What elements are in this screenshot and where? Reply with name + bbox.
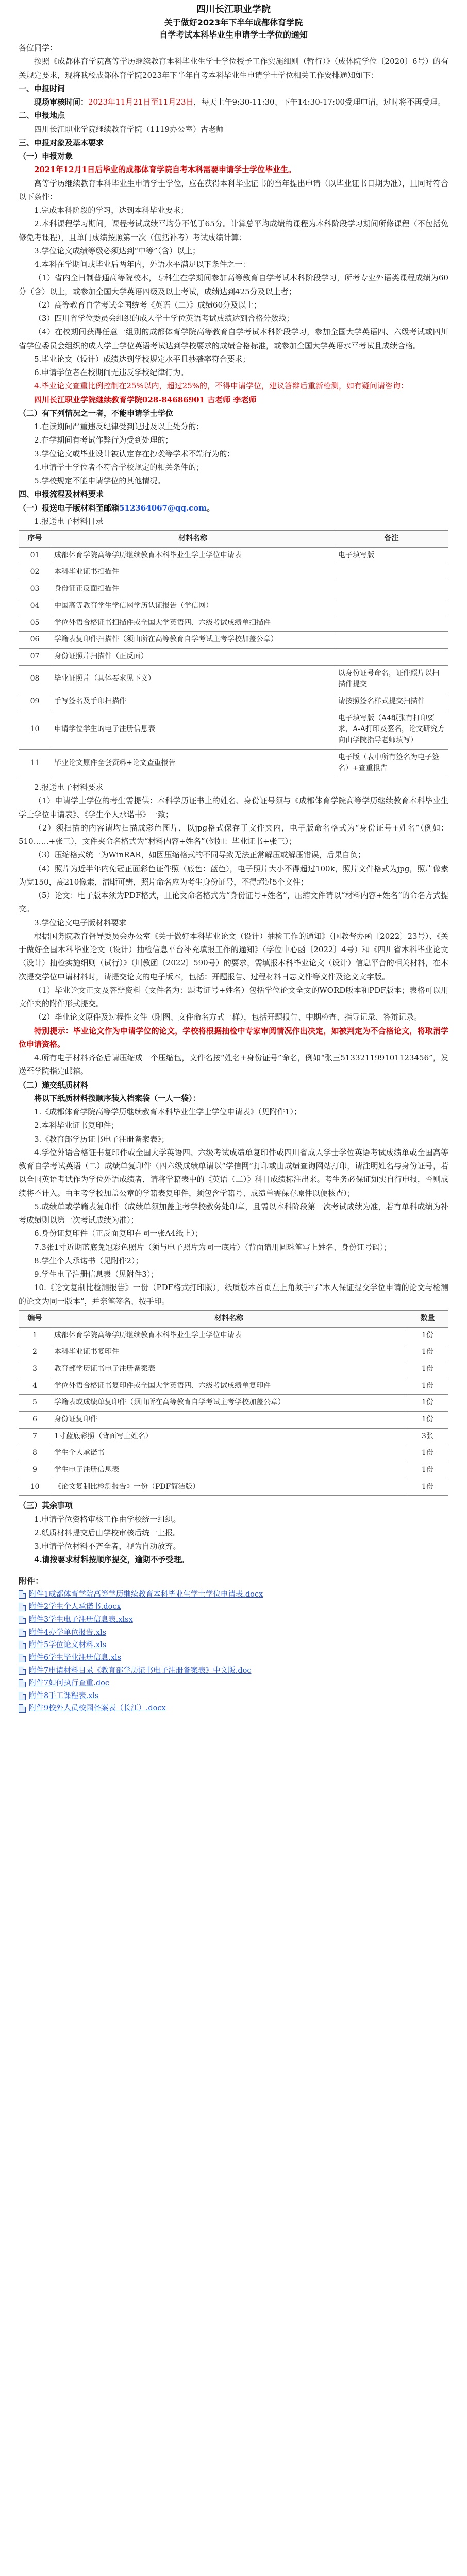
school-name: 四川长江职业学院 bbox=[196, 4, 271, 15]
table-cell-index: 09 bbox=[19, 693, 51, 710]
table-row bbox=[19, 632, 448, 649]
attachment-link[interactable] bbox=[19, 1639, 448, 1652]
attachment-link[interactable] bbox=[19, 1665, 448, 1677]
packaging-instruction: 4.所有电子材料齐备后请压缩成一个压缩包，文件名按“姓名+身份证号”命名，例如“张三513321199101123456”，发送至学院指定邮箱。 bbox=[19, 1053, 448, 1076]
attachment-link[interactable] bbox=[19, 1702, 448, 1715]
table-cell-remark bbox=[335, 598, 448, 615]
section-4-sub3: （三）其余事项 bbox=[19, 1501, 73, 1511]
table-cell-index: 8 bbox=[19, 1445, 51, 1462]
electronic-materials-table bbox=[19, 530, 448, 777]
table-cell-remark bbox=[335, 615, 448, 632]
table-row bbox=[19, 615, 448, 632]
attachment-filename[interactable]: 附件7如何执行查重.doc bbox=[29, 1679, 109, 1688]
table-header-index: 编号 bbox=[19, 1310, 51, 1327]
table-cell-material: 学位外语合格证书复印件或全国大学英语四、六级考试成绩单复印件 bbox=[51, 1378, 407, 1395]
section-1-heading: 一、申报时间 bbox=[19, 83, 65, 93]
ineligible-item: 3.学位论文或毕业设计被认定存在抄袭等学术不端行为的； bbox=[34, 449, 235, 459]
file-icon bbox=[19, 1641, 26, 1649]
table-cell-material: 手写签名及手印扫描件 bbox=[51, 693, 335, 710]
table-row bbox=[19, 1395, 448, 1412]
electronic-requirement: （3）压缩格式统一为WinRAR，如因压缩格式的不同导致无法正常解压或解压错误，后果自负； bbox=[34, 850, 365, 860]
table-cell-quantity: 1份 bbox=[407, 1378, 448, 1395]
paper-material-item: 1.《成都体育学院高等学历继续教育本科毕业生学士学位申请表》（见附件1）； bbox=[34, 1107, 302, 1117]
table1-label: 1.报送电子材料目录 bbox=[34, 516, 104, 526]
ineligible-item: 1.在读期间严重违反纪律受到记过及以上处分的； bbox=[34, 422, 204, 432]
table-row bbox=[19, 710, 448, 749]
paper-materials-table bbox=[19, 1310, 448, 1496]
language-requirement: （1）省内全日制普通高等院校本，专科生在学期间参加高等教育自学考试本科阶段学习，所考专业外语类课程成绩为60分（含）以上，或参加全国大学英语四级及以上考试，成绩达到425分及以上者； bbox=[19, 273, 448, 296]
ineligible-item: 5.学校规定不能申请学位的其他情况。 bbox=[34, 476, 165, 486]
table-cell-quantity: 1份 bbox=[407, 1344, 448, 1361]
language-requirement: （3）四川省学位委员会组织的成人学士学位英语考试成绩达到合格分数线； bbox=[34, 314, 294, 324]
table-cell-index: 07 bbox=[19, 648, 51, 665]
language-requirements bbox=[19, 271, 448, 352]
other-item: 1.申请学位资格审核工作由学校统一组织。 bbox=[34, 1514, 181, 1524]
table-cell-remark: 电子填写版 bbox=[335, 547, 448, 564]
table-header-index: 序号 bbox=[19, 531, 51, 548]
electronic-requirement: （1）申请学士学位的考生需提供：本科学历证书上的姓名、身份证号须与《成都体育学院高等学历继续教育本科毕业生学士学位申请表》、《学生个人承诺书》一致； bbox=[19, 796, 448, 819]
table-row bbox=[19, 749, 448, 777]
table-row bbox=[19, 693, 448, 710]
attachment-filename[interactable]: 附件2学生个人承诺书.docx bbox=[29, 1603, 121, 1612]
table-row bbox=[19, 1327, 448, 1344]
table-row bbox=[19, 1344, 448, 1361]
table-cell-quantity: 1份 bbox=[407, 1361, 448, 1378]
table-cell-material: 身份证正反面扫描件 bbox=[51, 581, 335, 598]
eligibility-item: 1.完成本科阶段的学习，达到本科毕业要求； bbox=[34, 206, 189, 215]
eligibility-highlight: 2021年12月1日后毕业的成都体育学院自考本科需要申请学士学位毕业生。 bbox=[34, 165, 296, 175]
table-cell-remark bbox=[335, 632, 448, 649]
table-cell-index: 04 bbox=[19, 598, 51, 615]
table-cell-index: 01 bbox=[19, 547, 51, 564]
attachment-filename[interactable]: 附件8手工课程表.xls bbox=[29, 1691, 99, 1700]
table-cell-material: 毕业论文原件全套资料+论文查重报告 bbox=[51, 749, 335, 777]
eligibility-item: 5.毕业论文（设计）成绩达到学校规定水平且抄袭率符合要求； bbox=[34, 354, 251, 364]
table-cell-index: 02 bbox=[19, 564, 51, 581]
table-cell-material: 成都体育学院高等学历继续教育本科毕业生学士学位申请表 bbox=[51, 547, 335, 564]
eligibility-item: 2.本科课程学习期间，课程考试成绩平均分不低于65分。计算总平均成绩的课程为本科阶段学习期间所修课程（不包括免修免考课程），且单门成绩按照第一次（包括补考）考试成绩计算； bbox=[19, 219, 448, 242]
notice-title-line2: 自学考试本科毕业生申请学士学位的通知 bbox=[159, 30, 308, 40]
language-requirement: （4）在校期间获得任意一组别的成都体育学院高等教育自学考试本科阶段学习，参加全国大学英语四、六级考试或四川省学位委员会组织的成人学士学位英语考试达到学校要求的成绩合格标准，或参加全国大学英语水平考试且成绩合格。 bbox=[19, 327, 448, 350]
table-cell-index: 1 bbox=[19, 1327, 51, 1344]
table-header-row bbox=[19, 1310, 448, 1327]
table-header-material: 材料名称 bbox=[51, 531, 335, 548]
paper-material-item: 6.身份证复印件（正反面复印在同一张A4纸上）； bbox=[34, 1229, 203, 1239]
table-row bbox=[19, 1445, 448, 1462]
paper-material-item: 7.3张1寸近期蓝底免冠彩色照片（须与电子照片为同一底片）（背面请用圆珠笔写上姓名、身份证号码）； bbox=[34, 1242, 392, 1252]
other-items-final: 4.请按要求材料按顺序提交，逾期不予受理。 bbox=[34, 1555, 189, 1565]
attachment-filename[interactable]: 附件4办学单位报告.xls bbox=[29, 1628, 107, 1637]
other-item: 3.申请学位材料不齐全者，视为自动放弃。 bbox=[34, 1541, 181, 1551]
table-cell-index: 5 bbox=[19, 1395, 51, 1412]
table-cell-index: 03 bbox=[19, 581, 51, 598]
table-cell-quantity: 1份 bbox=[407, 1445, 448, 1462]
table-cell-remark: 请按照签名样式提交扫描件 bbox=[335, 693, 448, 710]
table-cell-quantity: 1份 bbox=[407, 1462, 448, 1479]
table-cell-quantity: 1份 bbox=[407, 1327, 448, 1344]
thesis-req-paragraph: 根据国务院教育督导委员会办公室《关于做好本科毕业论文（设计）抽检工作的通知》（国教督办函〔2022〕23号）、《关于做好全国本科毕业论文（设计）抽检信息平台补充填报工作的通知》（学位中心函〔2022〕4号）和《四川省本科毕业论文（设计）抽检实施细则（试行）》（川教函〔2022〕590号）的要求，需填报本科毕业论文（设计）信息平台的相关材料，在本次提交学位申请材料时，请提交论文的电子版本，包括：开题报告、过程材料日志文件等文件及论文文字版。 bbox=[19, 931, 448, 981]
special-warning: 特别提示：毕业论文作为申请学位的论文，学校将根据抽检中专家审阅情况作出决定，如被判定为不合格论文，将取消学位申请资格。 bbox=[19, 1026, 448, 1049]
attachment-link[interactable] bbox=[19, 1588, 448, 1601]
attachment-link[interactable] bbox=[19, 1626, 448, 1639]
table-cell-material: 教育部学历证书电子注册备案表 bbox=[51, 1361, 407, 1378]
table-cell-material: 本科毕业证书扫描件 bbox=[51, 564, 335, 581]
table-row bbox=[19, 564, 448, 581]
table-cell-material: 身份证照片扫描件（正反面） bbox=[51, 648, 335, 665]
section-1-text bbox=[19, 95, 448, 109]
paper-material-item: 3.《教育部学历证书电子注册备案表》； bbox=[34, 1134, 169, 1144]
ineligible-item: 4.申请学士学位者不符合学校规定的相关条件的； bbox=[34, 462, 204, 472]
attachment-link[interactable] bbox=[19, 1690, 448, 1703]
submit-email-link[interactable]: 512364067@qq.com bbox=[119, 503, 207, 513]
greeting: 各位同学： bbox=[19, 43, 58, 53]
table-cell-material: 学位外语合格证书扫描件或全国大学英语四、六级考试成绩单扫描件 bbox=[51, 615, 335, 632]
table-cell-material: 申请学位学生的电子注册信息表 bbox=[51, 710, 335, 749]
paper-material-item: 9.学生电子注册信息表（见附件3）； bbox=[34, 1269, 159, 1279]
table-cell-quantity: 1份 bbox=[407, 1395, 448, 1412]
table-cell-material: 学籍表复印件扫描件（须由所在高等教育自学考试主考学校加盖公章） bbox=[51, 632, 335, 649]
contact-line: 四川长江职业学院继续教育学院028-84686901 古老师 李老师 bbox=[34, 395, 257, 404]
attachment-filename[interactable]: 附件7申请材料目录《教育部学历证书电子注册备案表》中文版.doc bbox=[29, 1666, 252, 1675]
table-cell-material: 1寸蓝底彩照（背面写上姓名） bbox=[51, 1428, 407, 1445]
eligibility-list bbox=[19, 204, 448, 271]
review-time-label: 现场审核时间： bbox=[34, 97, 89, 107]
email-suffix: 。 bbox=[207, 503, 215, 513]
email-submit-label: （一）报送电子版材料至邮箱 bbox=[19, 503, 120, 513]
intro-paragraph: 按照《成都体育学院高等学历继续教育本科毕业生学士学位授予工作实施细则（暂行）》（成体院学位〔2020〕6号）的有关规定要求，现将我校成都体育学院2023年下半年自考本科毕业生申请学士学位相关工作安排通知如下： bbox=[19, 57, 448, 80]
attachment-filename[interactable]: 附件5学位论文材料.xls bbox=[29, 1641, 107, 1650]
thesis-requirement: （2）毕业论文原件及过程性文件（附图、文件命名方式一样），包括开题报告、中期检查、指导记录、答辩记录。 bbox=[34, 1012, 422, 1022]
table-row bbox=[19, 665, 448, 693]
table-cell-remark bbox=[335, 581, 448, 598]
section-3-sub1: （一）申报对象 bbox=[19, 151, 73, 161]
table-cell-remark bbox=[335, 564, 448, 581]
table-header-material: 材料名称 bbox=[51, 1310, 407, 1327]
file-icon bbox=[19, 1692, 26, 1700]
table-row bbox=[19, 547, 448, 564]
table-cell-index: 9 bbox=[19, 1462, 51, 1479]
ineligible-list bbox=[19, 420, 448, 487]
table-cell-index: 2 bbox=[19, 1344, 51, 1361]
file-icon bbox=[19, 1704, 26, 1713]
electronic-requirement: （5）论文：电子版本须为PDF格式，且论文命名格式为“身份证号+姓名”，压缩文件请以“材料内容+姓名”的命名方式提交。 bbox=[19, 891, 448, 914]
table-cell-material: 中国高等教育学生学信网学历认证报告（学信网） bbox=[51, 598, 335, 615]
table-cell-material: 学生个人承诺书 bbox=[51, 1445, 407, 1462]
eligibility-item: 4.本科在学期间或毕业后两年内，外语水平满足以下条件之一： bbox=[34, 260, 251, 269]
file-icon bbox=[19, 1590, 26, 1599]
section-4-sub1 bbox=[19, 501, 448, 515]
attachments-title: 附件： bbox=[19, 1575, 44, 1586]
table-row bbox=[19, 598, 448, 615]
table-row bbox=[19, 1479, 448, 1496]
table-row bbox=[19, 1428, 448, 1445]
table-cell-index: 11 bbox=[19, 749, 51, 777]
section-3-sub2: （二）有下列情况之一者，不能申请学士学位 bbox=[19, 408, 174, 418]
table-cell-material: 毕业证照片（具体要求见下文） bbox=[51, 665, 335, 693]
table-cell-material: 成都体育学院高等学历继续教育本科毕业生学士学位申请表 bbox=[51, 1327, 407, 1344]
eligibility-list-2 bbox=[19, 352, 448, 380]
attachment-link[interactable] bbox=[19, 1601, 448, 1614]
electronic-req-label: 2.报送电子材料要求 bbox=[34, 783, 104, 792]
table-cell-remark: 电子填写版（A4纸张有打印要求，A-A打印及签名，论文研究方向由学院指导老师填写） bbox=[335, 710, 448, 749]
table-cell-index: 4 bbox=[19, 1378, 51, 1395]
attachment-filename[interactable]: 附件3学生电子注册信息表.xlsx bbox=[29, 1615, 133, 1624]
section-3-heading: 三、申报对象及基本要求 bbox=[19, 138, 104, 147]
paper-material-item: 8.学生个人承诺书（见附件2）； bbox=[34, 1256, 143, 1265]
section-4-sub2: （二）递交纸质材料 bbox=[19, 1080, 89, 1090]
attachments bbox=[19, 1574, 448, 1715]
table-header-row bbox=[19, 531, 448, 548]
thesis-req-label: 3.学位论文电子版材料要求 bbox=[34, 918, 127, 927]
table-cell-material: 身份证复印件 bbox=[51, 1411, 407, 1428]
table-cell-index: 10 bbox=[19, 710, 51, 749]
electronic-requirements-list bbox=[19, 794, 448, 916]
table-cell-material: 本科毕业证书复印件 bbox=[51, 1344, 407, 1361]
table-cell-quantity: 3张 bbox=[407, 1428, 448, 1445]
paper-material-item: 2.本科毕业证书复印件； bbox=[34, 1121, 119, 1130]
attachment-link[interactable] bbox=[19, 1677, 448, 1690]
attachment-filename[interactable]: 附件9校外人员校园备案表（长江）.docx bbox=[29, 1704, 166, 1713]
paper-materials-intro: 将以下纸质材料按顺序装入档案袋（一人一袋）： bbox=[34, 1093, 201, 1103]
other-item: 2.纸质材料提交后由学校审核后统一上报。 bbox=[34, 1528, 181, 1537]
table-cell-index: 05 bbox=[19, 615, 51, 632]
table-row bbox=[19, 1411, 448, 1428]
table-row bbox=[19, 1361, 448, 1378]
attachment-filename[interactable]: 附件6学生毕业注册信息.xls bbox=[29, 1653, 122, 1662]
eligibility-item: 6.申请学位者在校期间无违反学校纪律行为。 bbox=[34, 368, 189, 378]
table-cell-index: 3 bbox=[19, 1361, 51, 1378]
ineligible-item: 2.在学期间有考试作弊行为受到处理的； bbox=[34, 435, 173, 445]
file-icon bbox=[19, 1679, 26, 1687]
table-cell-index: 6 bbox=[19, 1411, 51, 1428]
paper-material-item: 4.学位外语合格证书复印件或全国大学英语四、六级考试成绩单复印件或四川省成人学士学位英语考试成绩单或全国高等教育自学考试英语（二）成绩单复印件（四六级成绩单请以“学信网”打印或由成绩查询网站打印，请注明姓名与身份证号，若以全国英语考试作为学位外语成绩者，请将学籍表中的《英语（二）》科目成绩标注出来。考生务必保证如实自行申报，否则成绩将不计入。由主考学校加盖公章的学籍表复印件，须包含学籍号、成绩单需保存原件以便核查）； bbox=[19, 1147, 448, 1198]
table-cell-quantity: 1份 bbox=[407, 1411, 448, 1428]
file-icon bbox=[19, 1629, 26, 1637]
table-row bbox=[19, 581, 448, 598]
table-cell-remark bbox=[335, 648, 448, 665]
file-icon bbox=[19, 1616, 26, 1624]
paper-material-item: 5.成绩单或学籍表复印件（成绩单须加盖主考学校教务处印章，且需以本科阶段第一次考试成绩为准，若有单科成绩为补考成绩则以第一次考试成绩为准）； bbox=[19, 1201, 448, 1225]
table-cell-material: 学生电子注册信息表 bbox=[51, 1462, 407, 1479]
table-header-remark: 备注 bbox=[335, 531, 448, 548]
table-cell-index: 7 bbox=[19, 1428, 51, 1445]
table-row bbox=[19, 1378, 448, 1395]
file-icon bbox=[19, 1667, 26, 1675]
table-cell-remark: 以身份证号命名，证件照片以扫描件提交 bbox=[335, 665, 448, 693]
table-cell-remark: 电子版（表中所有签名为电子签名）+查重报告 bbox=[335, 749, 448, 777]
electronic-requirement: （2）须扫描的内容请均扫描成彩色图片，以jpg格式保存于文件夹内，电子版命名格式为“身份证号+姓名”（例如：510……+张三），文件夹命名格式为“材料内容+姓名”（例如：毕业证书+张三）； bbox=[19, 823, 448, 846]
paper-material-item: 10.《论文复制比检测报告》一份（PDF格式打印版），纸质版本首页左上角须手写“本人保证提交学位申请的论文与检测的论文为同一版本”，并亲笔签名、按手印。 bbox=[19, 1283, 448, 1306]
table-cell-index: 10 bbox=[19, 1479, 51, 1496]
language-requirement: （2）高等教育自学考试全国统考《英语（二）》成绩60分及以上； bbox=[34, 300, 262, 310]
attachment-list bbox=[19, 1588, 448, 1715]
table-row bbox=[19, 648, 448, 665]
notice-title-line1: 关于做好2023年下半年成都体育学院 bbox=[164, 18, 303, 28]
review-dates: 2023年11月21日至11月23日 bbox=[88, 97, 194, 107]
file-icon bbox=[19, 1654, 26, 1662]
notice-header bbox=[19, 0, 448, 41]
attachment-link[interactable] bbox=[19, 1652, 448, 1665]
section-4-heading: 四、申报流程及材料要求 bbox=[19, 489, 104, 499]
plagiarism-warning: 4.毕业论文查重比例控制在25%以内，超过25%的，不得申请学位，建议答辩后重新检测，如有疑问请咨询： bbox=[34, 381, 408, 391]
electronic-requirement: （4）照片为近半年内免冠正面彩色证件照（底色：蓝色），电子照片大小不得超过100k，照片文件格式为jpg，照片像素为宽150，高210像素，清晰可辨，照片命名应为考生身份证号，不得超过5个文件； bbox=[19, 863, 448, 887]
section-2-text: 四川长江职业学院继续教育学院（1119办公室）古老师 bbox=[34, 124, 224, 134]
attachment-filename[interactable]: 附件1成都体育学院高等学历继续教育本科毕业生学士学位申请表.docx bbox=[29, 1590, 263, 1599]
thesis-requirement: （1）毕业论文正文及答辩资料（文件名为：题考证号+姓名）包括学位论文全文的WORD版本和PDF版本；表格可以用文件夹的附件形式提交。 bbox=[19, 985, 448, 1009]
eligibility-item: 3.学位论文成绩等级必须达到“中等”（含）以上； bbox=[34, 246, 201, 256]
thesis-req-list bbox=[19, 984, 448, 1024]
table-cell-material: 《论文复制比检测报告》一份（PDF简洁版） bbox=[51, 1479, 407, 1496]
table-cell-quantity: 1份 bbox=[407, 1479, 448, 1496]
review-time-rest: ，每天上午9:30-11:30、下午14:30-17:00受理申请，过时将不再受理。 bbox=[193, 97, 446, 107]
paper-materials-list bbox=[19, 1105, 448, 1308]
table-cell-index: 08 bbox=[19, 665, 51, 693]
file-icon bbox=[19, 1603, 26, 1611]
table-row bbox=[19, 1462, 448, 1479]
eligibility-intro: 高等学历继续教育本科毕业生申请学士学位，应在获得本科毕业证书的当年提出申请（以毕业证书日期为准），且同时符合以下条件： bbox=[19, 178, 448, 201]
table-cell-index: 06 bbox=[19, 632, 51, 649]
section-2-heading: 二、申报地点 bbox=[19, 111, 65, 121]
table-header-quantity: 数量 bbox=[407, 1310, 448, 1327]
table-cell-material: 学籍表或成绩单复印件（须由所在高等教育自学考试主考学校加盖公章） bbox=[51, 1395, 407, 1412]
attachment-link[interactable] bbox=[19, 1614, 448, 1626]
other-items-list bbox=[19, 1513, 448, 1553]
